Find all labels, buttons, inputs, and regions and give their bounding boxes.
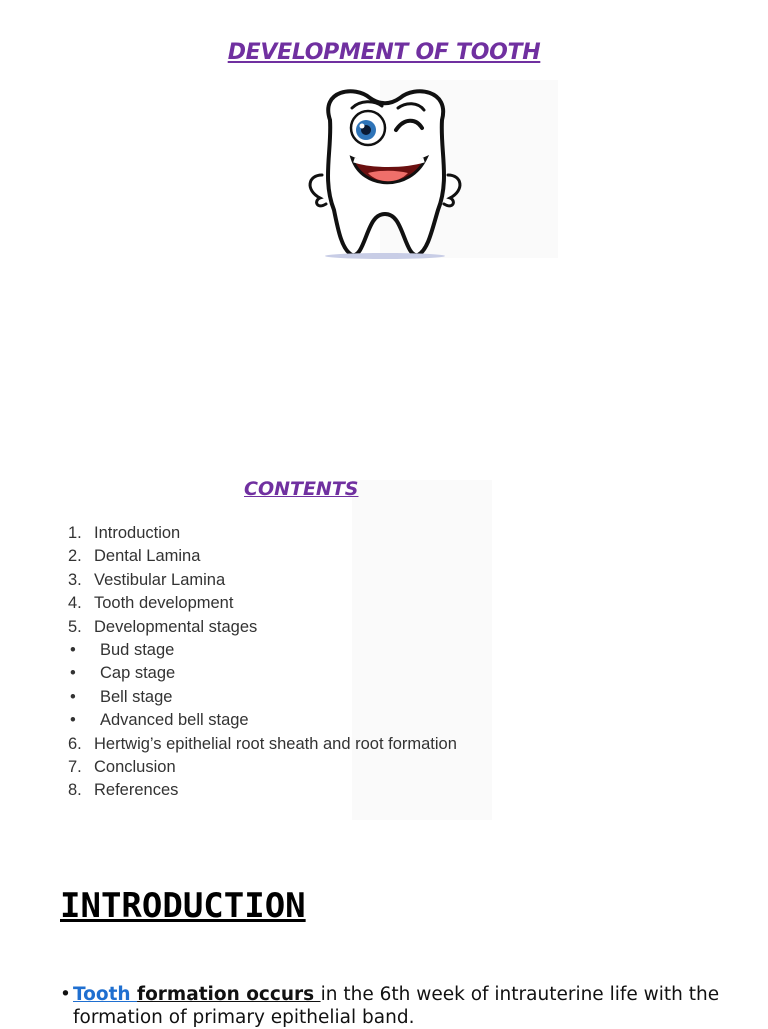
contents-subitem	[68, 709, 457, 732]
item-marker: •	[70, 664, 76, 683]
item-marker: •	[70, 687, 76, 706]
page-title: DEVELOPMENT OF TOOTH	[227, 40, 541, 65]
contents-heading: CONTENTS	[244, 478, 359, 500]
contents-list	[68, 522, 457, 803]
item-marker: 2.	[68, 547, 82, 566]
item-label: References	[94, 781, 179, 800]
contents-item	[68, 616, 457, 639]
contents-subitem	[68, 686, 457, 709]
tooth-link[interactable]: Tooth	[73, 984, 138, 1005]
body-text: in the 6th week of intrauterine life with the	[320, 984, 720, 1005]
contents-subitem	[68, 662, 457, 685]
item-label: Vestibular Lamina	[94, 570, 226, 589]
item-label: Conclusion	[94, 757, 176, 776]
item-label: Hertwig’s epithelial root sheath and root formation	[94, 734, 457, 753]
body-text-continuation: formation of primary epithelial band.	[73, 1007, 415, 1028]
item-label: Bud stage	[100, 640, 175, 659]
item-marker: 1.	[68, 524, 82, 542]
item-marker: 6.	[68, 734, 82, 753]
item-label: Tooth development	[94, 594, 234, 613]
item-marker: •	[70, 640, 76, 659]
tooth-mascot-icon	[300, 80, 470, 260]
item-label: Introduction	[94, 524, 181, 542]
item-label: Cap stage	[100, 664, 176, 683]
contents-item	[68, 733, 457, 756]
bullet-marker: •	[60, 984, 71, 1005]
contents-item	[68, 756, 457, 779]
item-marker: 7.	[68, 757, 82, 776]
contents-item	[68, 779, 457, 802]
introduction-bullet	[60, 983, 750, 1029]
contents-item	[68, 545, 457, 568]
item-marker: 5.	[68, 617, 82, 636]
item-marker: 3.	[68, 570, 82, 589]
introduction-heading: INTRODUCTION	[60, 886, 306, 926]
item-marker: •	[70, 711, 76, 730]
item-label: Developmental stages	[94, 617, 258, 636]
contents-item	[68, 569, 457, 592]
item-marker: 8.	[68, 781, 82, 800]
item-label: Bell stage	[100, 687, 173, 706]
bold-text: formation occurs	[137, 984, 321, 1005]
item-marker: 4.	[68, 594, 82, 613]
contents-item	[68, 522, 457, 545]
contents-subitem	[68, 639, 457, 662]
item-label: Dental Lamina	[94, 547, 201, 566]
item-label: Advanced bell stage	[100, 711, 249, 730]
contents-item	[68, 592, 457, 615]
